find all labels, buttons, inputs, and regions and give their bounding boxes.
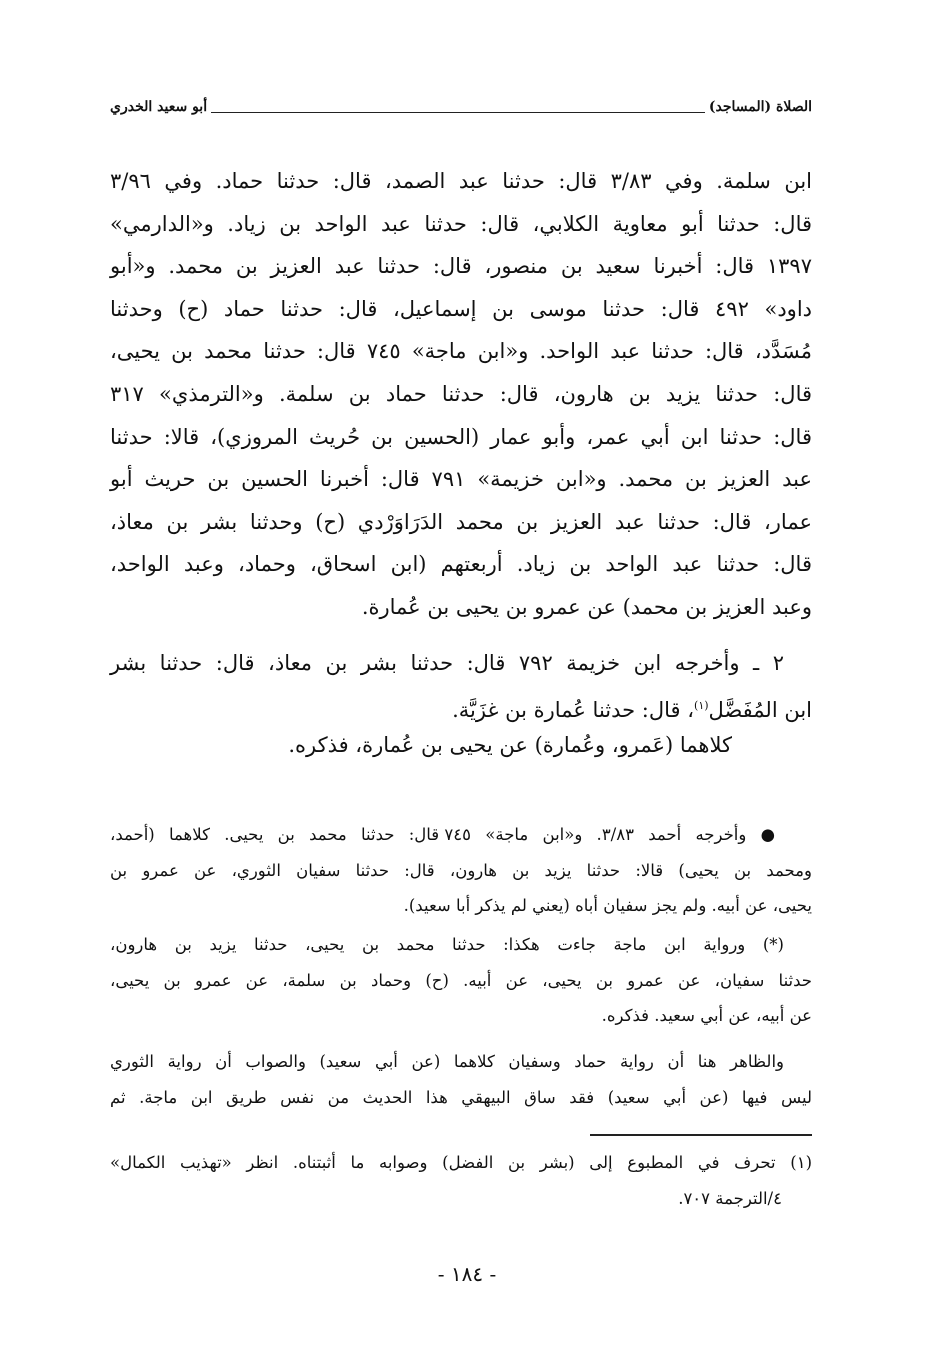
text-line: قال: حدثنا أبو معاوية الكلابي، قال: حدثنا عبد الواحد بن زياد. و«الدارمي» (110, 211, 812, 236)
text-line (110, 685, 812, 728)
page-number: - ١٨٤ - (437, 1262, 497, 1286)
footnote-divider (590, 1134, 812, 1136)
text-line: عبد العزيز بن محمد. و«ابن خزيمة» ٧٩١ قال: أخبرنا الحسين بن حريث أبو (110, 467, 812, 492)
footnote-1 (110, 1145, 812, 1216)
note-line: ● وأخرجه أحمد ٣/٨٣. و«ابن ماجة» ٧٤٥ قال: حدثنا محمد بن يحيى. كلاهما (أحمد، (110, 825, 784, 844)
text-line: ١٣٩٧ قال: أخبرنا سعيد بن منصور، قال: حدثنا عبد العزيز بن محمد. و«أبو (110, 254, 812, 279)
text-line: ابن سلمة. وفي ٣/٨٣ قال: حدثنا عبد الصمد، قال: حدثنا حماد. وفي ٣/٩٦ (110, 169, 812, 193)
note-line: (*) ورواية ابن ماجة جاءت هكذا: حدثنا محمد بن يحيى، حدثنا يزيد بن هارون، (110, 935, 784, 954)
note-3 (110, 1044, 812, 1115)
text-segment: ، قال: حدثنا عُمارة بن غزَيَّة. (452, 697, 695, 722)
text-line: قال: حدثنا يزيد بن هارون، قال: حدثنا حماد بن سلمة. و«الترمذي» ٣١٧ (110, 381, 812, 406)
note-line: حدثنا سفيان، عن عمرو بن يحيى، عن أبيه. (ح) وحماد بن سلمة، عن عمرو بن يحيى، (110, 970, 812, 990)
main-paragraph-3 (110, 724, 812, 767)
header-chapter: الصلاة (المساجد) (708, 99, 812, 115)
note-line: ليس فيها (عن أبي سعيد) فقد ساق البيهقي هذا الحديث من نفس طريق ابن ماجة. ثم (110, 1087, 812, 1107)
text-line: وعبد العزيز بن محمد) عن عمرو بن يحيى بن عُمارة. (361, 594, 812, 619)
footnote-line: ٤/الترجمة ٧٠٧. (678, 1188, 782, 1208)
text-line: مُسَدَّد، قال: حدثنا عبد الواحد. و«ابن ماجة» ٧٤٥ قال: حدثنا محمد بن يحيى، (110, 339, 812, 364)
text-line: قال: حدثنا ابن أبي عمر، وأبو عمار (الحسين بن حُريث المروزي)، قالا: حدثنا (110, 424, 812, 449)
main-paragraph-2 (110, 642, 812, 727)
running-header (110, 94, 812, 120)
text-line: داود» ٤٩٢ قال: حدثنا موسى بن إسماعيل، قال: حدثنا حماد (ح) وحدثنا (110, 296, 813, 321)
note-line: عن أبيه، عن أبي سعيد. فذكره. (601, 1006, 812, 1025)
text-line: قال: حدثنا عبد الواحد بن زياد. أربعتهم (ابن اسحاق، وحماد، وعبد الواحد، (110, 552, 812, 577)
header-rule (211, 102, 705, 113)
text-segment: ابن المُفَضَّل (708, 697, 812, 722)
text-line: عمار، قال: حدثنا عبد العزيز بن محمد الدَرَاوَرْدي (ح) وحدثنا بشر بن معاذ، (110, 509, 812, 534)
footnote-ref[interactable]: (١) (694, 698, 709, 712)
text-line: كلاهما (عَمرو، وعُمارة) عن يحيى بن عُمارة، فذكره. (288, 733, 732, 757)
note-2 (110, 927, 812, 1034)
note-line: والظاهر هنا أن رواية حماد وسفيان كلاهما (عن أبي سعيد) والصواب أن رواية الثوري (110, 1052, 784, 1071)
header-narrator: أبو سعيد الخدري (110, 99, 208, 115)
note-line: يحيى، عن أبيه. ولم يجز سفيان أباه (يعني لم يذكر أبا سعيد). (403, 896, 812, 915)
note-1 (110, 817, 812, 924)
note-line: ومحمد بن يحيى) قالا: حدثنا يزيد بن هارون، قال: حدثنا سفيان الثوري، عن عمرو بن (110, 860, 812, 880)
main-paragraph-1 (110, 160, 812, 629)
text-line: ٢ ـ وأخرجه ابن خزيمة ٧٩٢ قال: حدثنا بشر بن معاذ، قال: حدثنا بشر (110, 651, 784, 675)
footnote-line: (١) تحرف في المطبوع إلى (بشر بن الفضل) وصوابه ما أثبتناه. انظر «تهذيب الكمال» (110, 1153, 812, 1172)
